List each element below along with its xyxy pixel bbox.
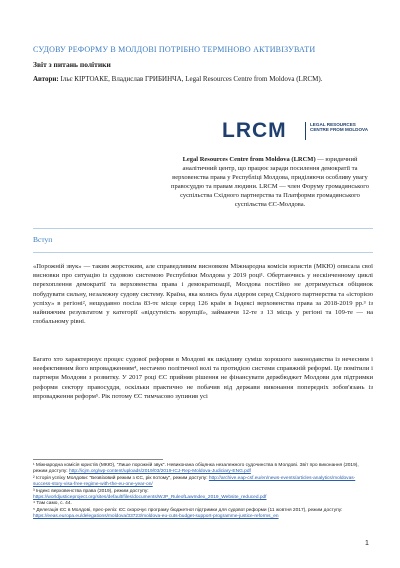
authors-label: Автори: [33,75,59,83]
section-heading-intro: Вступ [33,235,53,244]
footnote-3-text: ³ Індекс верховенства права (2019), режим доступу: [33,488,149,494]
intro-paragraph-2: Багато хто характеризує процес судової реформи в Молдові як шкідливу суміш хорошого законодавства із нечесним і неефективним його впровадженням⁴, нестачею політичної волі та протидією системи справжній реформі. Це помітили і партнери Молдови з розвитку. У 2017 році ЄС прийняв рішення не фінансувати держбюджет Молдови для підтримки реформи сектору правосуддя, оскільки практично не побачив від держави виконання попередніх зобов'язань із впровадження реформ⁵. Рік потому ЄС тимчасово зупинив усі [33,356,373,400]
page-number: 1 [365,540,369,547]
footnote-1-text: ¹ Міжнародна комісія юристів (МКЮ), "Лише порожній звук". Невиконана обіцянка незалежного судочинства в Молдові. Звіт про виконання (2019), режим доступу: [33,463,359,475]
organization-name: Legal Resources Centre from Moldova (LRCM) [182,156,316,163]
footnote-1 [33,463,373,476]
footnote-3-link[interactable]: https://worldjusticeproject.org/sites/default/files/documents/WJP_RuleofLawIndex_2019_Website_reduced.pdf [33,495,267,501]
intro-paragraph-1: «Порожній звук» — таким жорстоким, але справедливим висновком Міжнародна комісія юристів (МКЮ) описала свої висновки про ситуацію із судовою системою Республіки Молдова у 2019 році¹. Обертаючись у нескінченному циклі перехоплення демократії та верховенства права і демократизації, Молдова постійно не дотримується обіцянок побудувати сильну, незалежну судову систему. Країна, яка колись була лідером серед Східного партнерства та «історією успіху» в регіоні², нещодавно посіла 83-тє місце серед 126 країн в Індексі верховенства права за 2018-2019 рр.³ із найнижчим результатом у категорії «відсутність корупції», займаючи 12-те з 13 місць у регіоні та 109-те — на глобальному рівні. [33,263,373,326]
lrcm-logo-text: LRCM [222,119,287,142]
authors-line [33,75,373,85]
footnote-5 [33,508,373,521]
footnote-4-text: ⁴ Там само, с. 44. [33,501,72,507]
footnotes [33,463,373,521]
authors-text: Ільє КІРТОАКЕ, Владислав ГРИБИНЧА, Legal Resources Centre from Moldova (LRCM). [58,75,323,83]
footnote-5-link[interactable]: https://eeas.europa.eu/delegations/moldova/33723/moldova-eu-cuts-budget-support-programme-justice-reforms_en [33,514,279,520]
document-subtitle: Звіт з питань політики [33,60,111,69]
footnote-2 [33,476,373,489]
footnote-5-text: ⁵ Делегація ЄС в Молдові, прес-реліз: ЄС скорочує програму бюджетної підтримки для судової реформи (11 жовтня 2017), режим доступу: [33,507,343,513]
logo-divider [305,122,306,140]
organization-description [168,155,372,209]
footnote-separator [33,459,163,460]
section-divider-top [33,228,373,229]
organization-text: — юридичний аналітичний центр, що працює заради посилення демократії та верховенства права у Республіці Молдова, приділяючи особливу увагу правосуддю та правам людини. LRCM — член Форуму громадянського суспільства Східного партнерства та Платформи громадянського суспільства ЄС-Молдова. [170,156,370,208]
lrcm-logo-subtitle: LEGAL RESOURCES CENTRE FROM MOLDOVA [310,122,369,133]
footnote-2-text: ² Історія успіху Молдови: "Безвізовий режим з ЄС, рік потому", режим доступу: [33,475,209,481]
footnote-2-link[interactable]: http://archive.eap-csf.eu/en/news-events/articles-analytics/moldovas-success-story-visa-free-regime-with-the-eu-one-year-on/ [33,475,356,488]
section-divider-bottom [33,252,373,253]
document-title: СУДОВУ РЕФОРМУ В МОЛДОВІ ПОТРІБНО ТЕРМІНОВО АКТИВІЗУВАТИ [33,45,316,54]
footnote-1-link[interactable]: http://icjm.org/wp-content/uploads/2019/03/2019-ICJ-Rep-Moldova-Judiciary-ENG.pdf [68,469,251,475]
footnote-3 [33,489,373,502]
